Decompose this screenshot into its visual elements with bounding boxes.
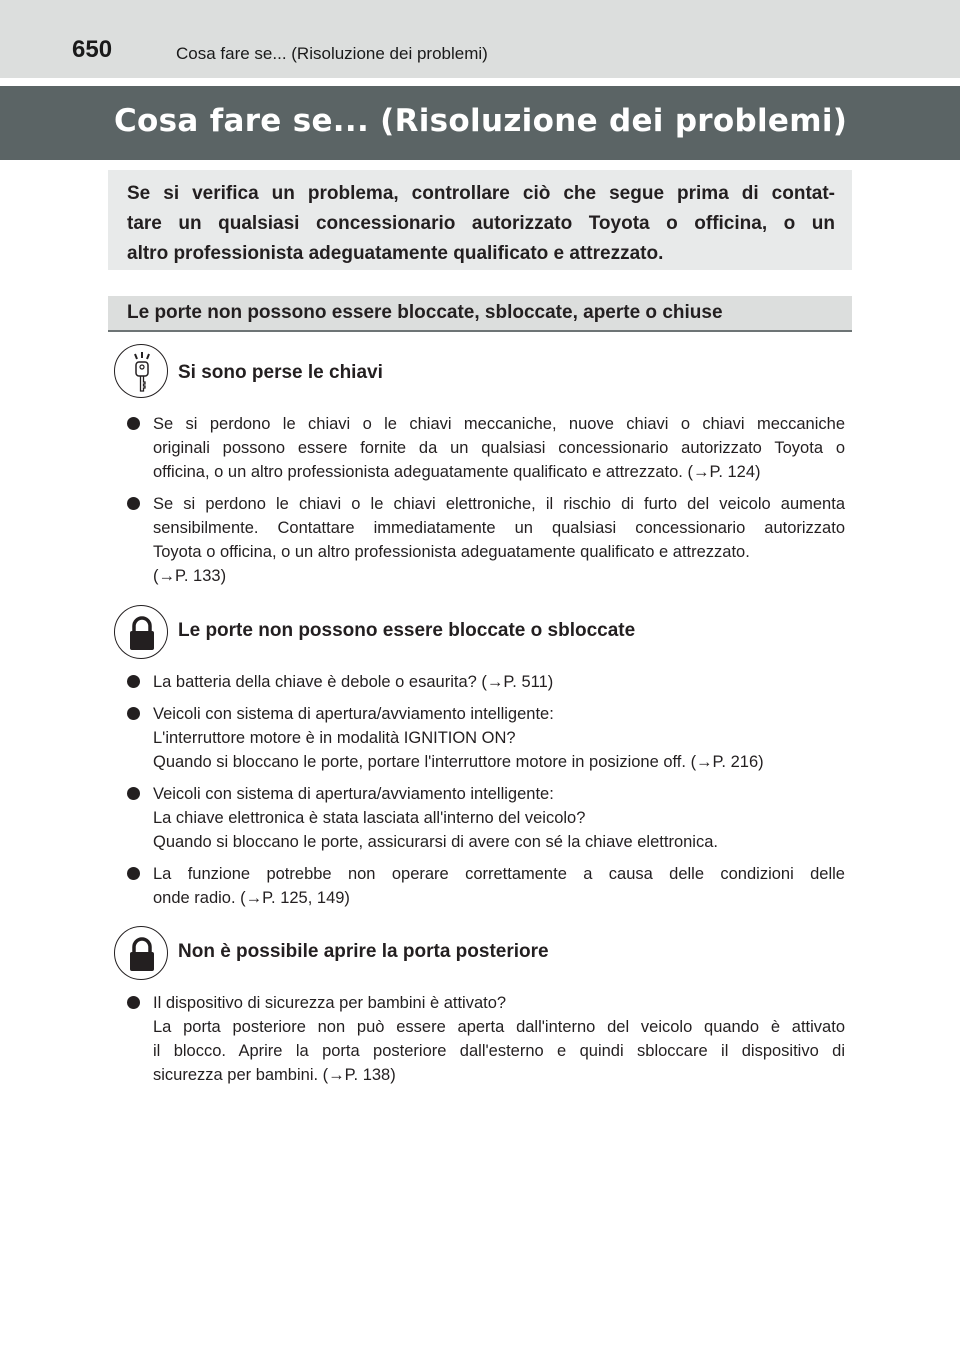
list-item: Il dispositivo di sicurezza per bambini è attivato? La porta posteriore non può essere aperta dall'interno del veicolo quando è attivato il blocco. Aprire la porta posteriore dall'esterno e quindi sbloccare il dispositivo di sicurezza per bambini. (→P. 138) (127, 991, 845, 1087)
subsection-title: Si sono perse le chiavi (178, 362, 383, 383)
list-item: Se si perdono le chiavi o le chiavi elettroniche, il rischio di furto del veicolo aumenta sensibilmente. Contattare immediatamente un qualsiasi concessionario autorizzato Toyota o officina, o un altro professionista adeguatamente qualificato e attrezzato. (→P. 133) (127, 492, 845, 588)
list-item: La funzione potrebbe non operare correttamente a causa delle condizioni delle onde radio. (→P. 125, 149) (127, 862, 845, 910)
list-item: Veicoli con sistema di apertura/avviamento intelligente: L'interruttore motore è in modalità IGNITION ON? Quando si bloccano le porte, portare l'interruttore motore in posizione off. (→P. 216) (127, 702, 845, 774)
subsection-title: Non è possibile aprire la porta posteriore (178, 941, 549, 962)
list-item: La batteria della chiave è debole o esaurita? (→P. 511) (127, 670, 845, 694)
bullet-dot (127, 497, 140, 510)
bullet-dot (127, 787, 140, 800)
title-bar (0, 86, 960, 160)
subsection-title: Le porte non possono essere bloccate o sbloccate (178, 620, 636, 641)
list-item: Se si perdono le chiavi o le chiavi meccaniche, nuove chiavi o chiavi meccaniche originali possono essere fornite da un qualsiasi concessionario autorizzato Toyota o officina, o un altro professionista adeguatamente qualificato e attrezzato. (→P. 124) (127, 412, 845, 484)
intro-text: Se si verifica un problema, controllare ciò che segue prima di contat- tare un qualsiasi concessionario autorizzato Toyota o officina, o un altro professionista adeguatamente qualificato e attrezzato. (127, 183, 835, 264)
bullet-list (127, 991, 845, 1087)
padlock-icon (114, 926, 168, 980)
running-head: Cosa fare se... (Risoluzione dei problemi) (176, 44, 488, 63)
list-item: Veicoli con sistema di apertura/avviamento intelligente: La chiave elettronica è stata lasciata all'interno del veicolo? Quando si bloccano le porte, assicurarsi di avere con sé la chiave elettronica. (127, 782, 845, 854)
bullet-dot (127, 675, 140, 688)
section-heading (108, 296, 852, 332)
page-number: 650 (72, 36, 113, 63)
bullet-list (127, 670, 845, 910)
bullet-dot (127, 707, 140, 720)
section-title: Le porte non possono essere bloccate, sbloccate, aperte o chiuse (127, 302, 723, 323)
header-band (0, 0, 960, 78)
bullet-list (127, 412, 845, 588)
intro-box (108, 170, 852, 270)
bullet-dot (127, 996, 140, 1009)
key-icon (114, 344, 168, 398)
bullet-dot (127, 867, 140, 880)
page-title: Cosa fare se... (Risoluzione dei problemi) (114, 103, 848, 139)
bullet-dot (127, 417, 140, 430)
padlock-icon (114, 605, 168, 659)
